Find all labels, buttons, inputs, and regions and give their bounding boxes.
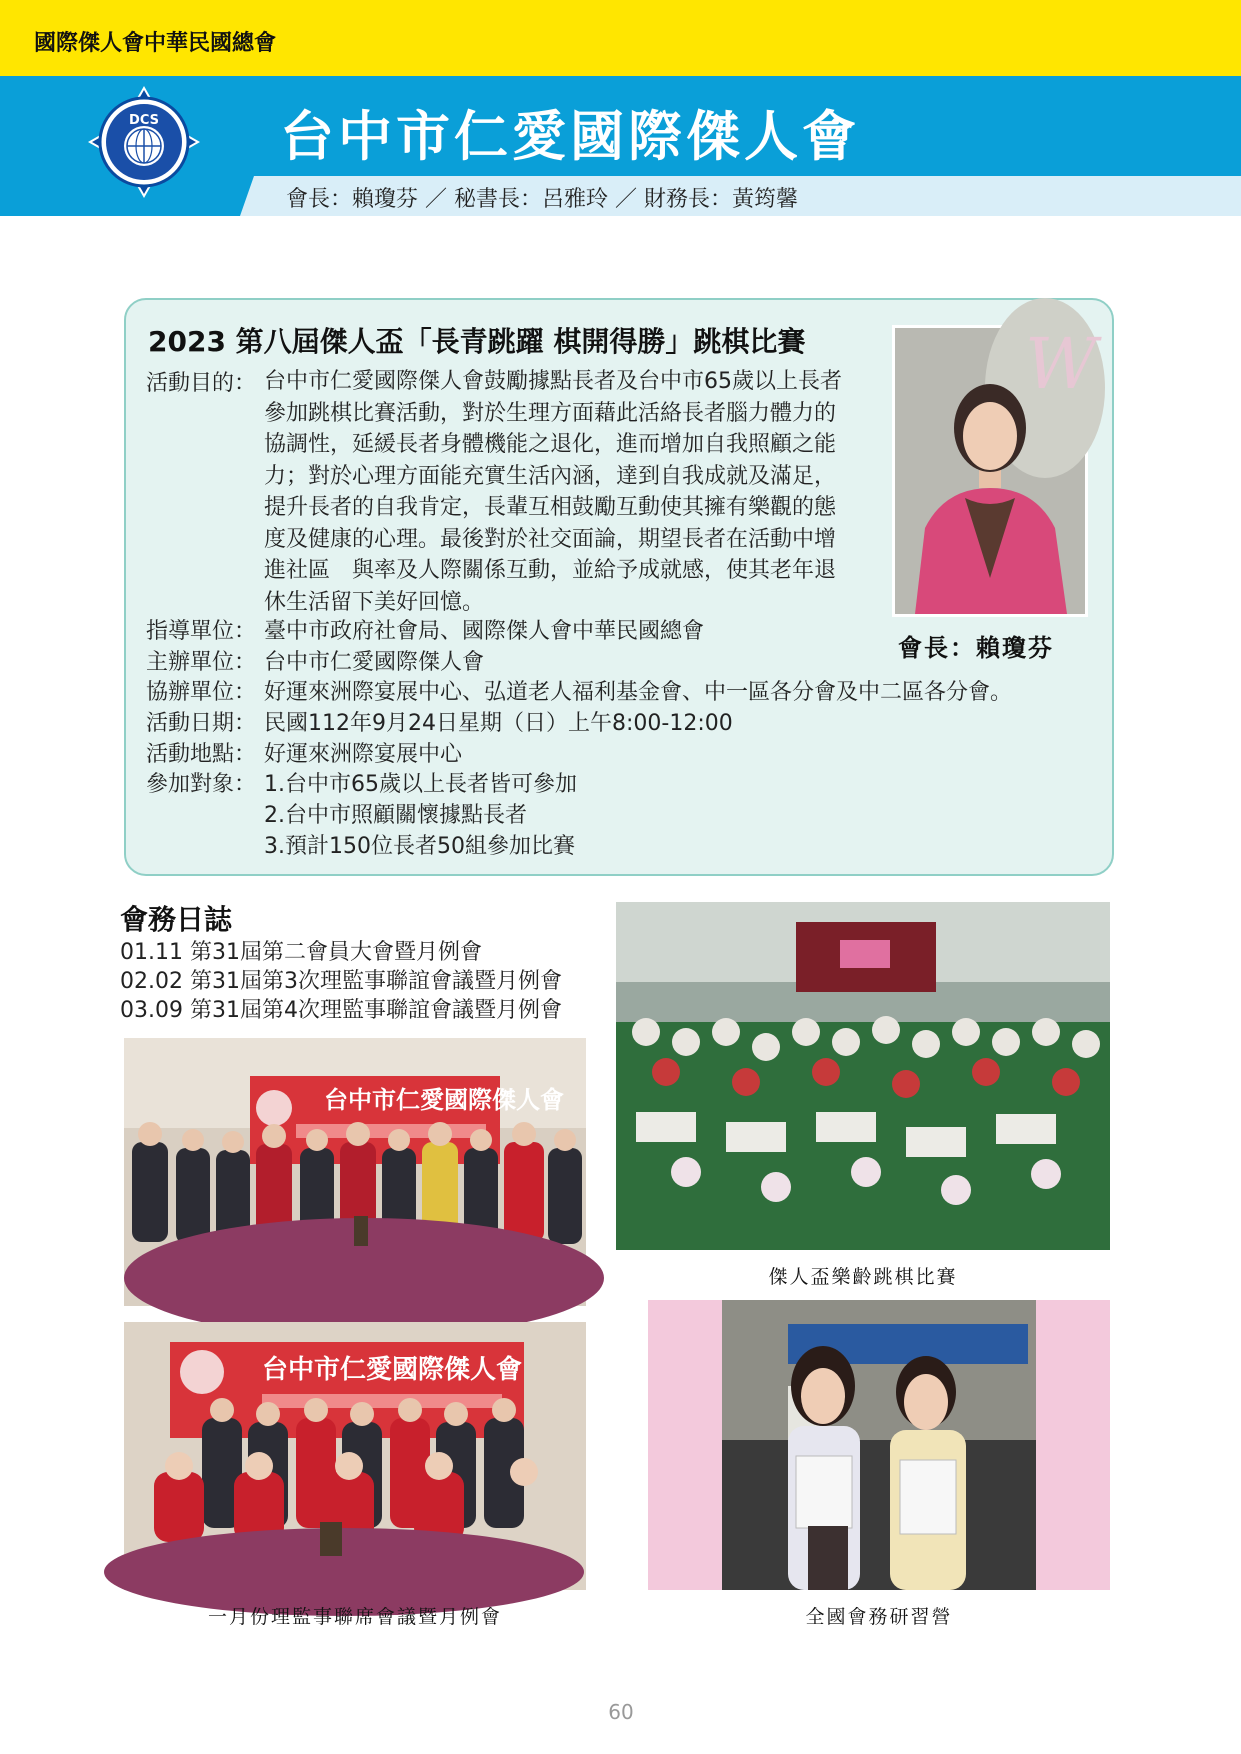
purpose-line: 休生活留下美好回憶。 xyxy=(264,589,485,615)
top-bar xyxy=(0,0,1241,76)
meeting-group-photo xyxy=(124,1038,586,1306)
co-organizer-value: 好運來洲際宴展中心、弘道老人福利基金會、中一區各分會及中二區各分會。 xyxy=(264,680,1013,705)
purpose-line: 度及健康的心理。最後對於社交面論，期望長者在活動中增 xyxy=(264,526,837,552)
meeting-log-title: 會務日誌 xyxy=(120,903,233,936)
participants-value: 2.台中市照顧關懷據點長者 xyxy=(264,803,527,828)
purpose-line: 提升長者的自我肯定，長輩互相鼓勵互動使其擁有樂觀的態 xyxy=(264,495,837,520)
svg-text:W: W xyxy=(1025,323,1097,405)
officers-line xyxy=(286,182,798,213)
tournament-hall-photo xyxy=(616,902,1110,1250)
meeting-caption: 一月份理監事聯席會議暨月例會 xyxy=(207,1606,502,1628)
participants-value: 3.預計150位長者50組參加比賽 xyxy=(264,834,575,859)
log-entry: 02.02 第31屆第3次理監事聯誼會議暨月例會 xyxy=(120,969,562,994)
purpose-line: 力；對於心理方面能充實生活內涵，達到自我成就及滿足， xyxy=(264,463,837,489)
banner-text: 台中市仁愛國際傑人會 xyxy=(324,1086,564,1114)
dcs-logo-icon xyxy=(88,86,200,198)
event-date-label: 活動日期： xyxy=(146,711,257,736)
club-title: 台中市仁愛國際傑人會 xyxy=(280,105,860,168)
supervisor-value: 臺中市政府社會局、國際傑人會中華民國總會 xyxy=(264,619,705,644)
workshop-caption: 全國會務研習營 xyxy=(805,1606,953,1628)
co-organizer-label: 協辦單位： xyxy=(146,680,257,705)
tournament-caption: 傑人盃樂齡跳棋比賽 xyxy=(768,1266,958,1288)
banner-text: 台中市仁愛國際傑人會 xyxy=(262,1355,523,1385)
workshop-photo xyxy=(648,1300,1110,1590)
purpose-line: 參加跳棋比賽活動，對於生理方面藉此活絡長者腦力體力的 xyxy=(264,400,837,426)
supervisor-label: 指導單位： xyxy=(146,619,257,644)
purpose-line: 台中市仁愛國際傑人會鼓勵據點長者及台中市65歲以上長者 xyxy=(264,369,842,394)
logo-text: DCS xyxy=(129,113,159,128)
president-caption: 會長：賴瓊芬 xyxy=(898,633,1054,662)
purpose-text xyxy=(264,366,880,618)
purpose-line: 進社區 與率及人際關係互動，並給予成就感，使其老年退 xyxy=(264,558,837,583)
event-title: 2023 第八屆傑人盃「長青跳躍 棋開得勝」跳棋比賽 xyxy=(148,325,806,358)
participants-value: 1.台中市65歲以上長者皆可參加 xyxy=(264,772,577,797)
purpose-line: 協調性，延緩長者身體機能之退化，進而增加自我照顧之能 xyxy=(264,432,837,457)
president-photo xyxy=(892,323,1097,617)
log-entry: 01.11 第31屆第二會員大會暨月例會 xyxy=(120,940,482,965)
log-entry: 03.09 第31屆第4次理監事聯誼會議暨月例會 xyxy=(120,998,562,1023)
january-meeting-photo xyxy=(124,1322,586,1590)
participants-label: 參加對象： xyxy=(146,772,257,797)
organizer-value: 台中市仁愛國際傑人會 xyxy=(264,650,485,675)
organization-name: 國際傑人會中華民國總會 xyxy=(34,31,277,56)
page-number: 60 xyxy=(608,1700,634,1724)
venue-label: 活動地點： xyxy=(146,742,257,767)
purpose-label: 活動目的： xyxy=(146,371,257,396)
organizer-label: 主辦單位： xyxy=(146,650,257,675)
venue-value: 好運來洲際宴展中心 xyxy=(264,742,463,767)
officers-text: 會長：賴瓊芬 ／ 秘書長：呂雅玲 ／ 財務長：黃筠馨 xyxy=(286,187,798,212)
event-date-value: 民國112年9月24日星期（日）上午8:00-12:00 xyxy=(264,711,733,736)
